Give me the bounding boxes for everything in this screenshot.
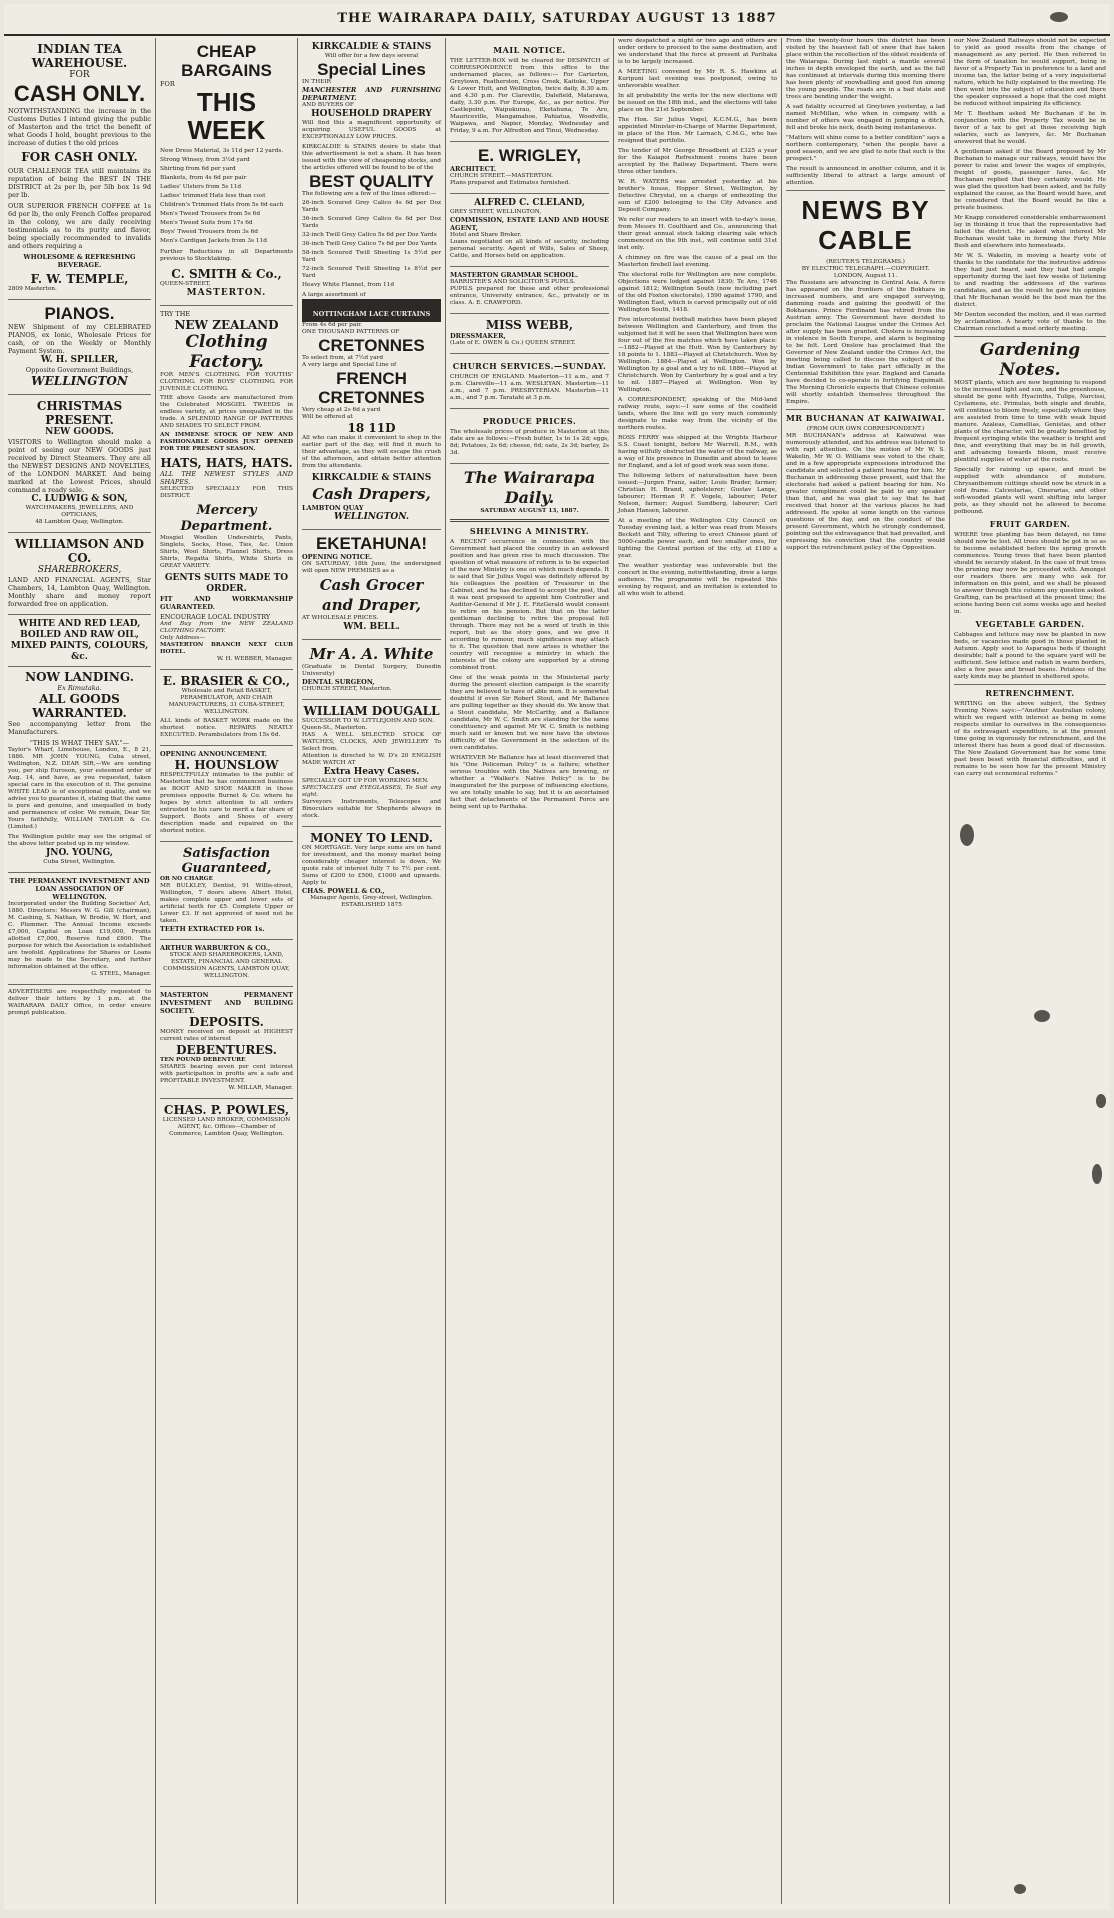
ad-heading: CHEAP BARGAINS: [181, 42, 272, 80]
ad-permanent-investment: [8, 873, 151, 985]
list-item: Heavy White Flannel, from 11d: [302, 282, 395, 288]
ad-text: G. STEEL, Manager.: [91, 971, 151, 977]
ink-blot: [1092, 1164, 1102, 1184]
news-paragraph: At a meeting of the Wellington City Council on Tuesday evening last, a letter was read from Messrs Beckett and Tilly, offering to erect Chinese plant of 5000-candle power each, and two smaller ones, for lighting the Central portion of the city, at £180 a year.: [618, 518, 777, 559]
news-paragraph: A chimney on fire was the cause of a peal on the Masterton firebell last evening.: [618, 255, 777, 268]
ad-text: OR NO CHARGE: [160, 876, 214, 882]
ad-advertiser: E. WRIGLEY,: [478, 146, 581, 165]
ad-heading: HATS, HATS, HATS.: [160, 456, 293, 470]
ad-advertiser: W. H. SPILLER,: [40, 355, 119, 365]
article-paragraph: Specially for raising up space, and must be supplied with abundance of moisture. Chrysanthemum cuttings should now be struck in a cold frame. Calceolarias, Cinerarias, and other soft-wooded plants will want shifting into larger pots, as they should not be allowed to become potbound.: [954, 467, 1106, 515]
news-paragraph: We refer our readers to an insert with to-day's issue, from Messrs H. Coulthard and Co., announcing that their great annual stock taking clearing sale which commenced on the 9th inst., will continue until 31st inst only.: [618, 217, 777, 251]
news-paragraph: The electoral rolls for Wellington are now complete. Objections were lodged against 1830; Te Aro, 1746 against 1812; Wellington South (now including part of the old Foxton electorate), 1590 against 1790, and Wellington East, which is carved principally out of old Wellington South, 1418.: [618, 272, 777, 313]
ad-heading: FRENCH CRETONNES: [318, 369, 425, 407]
ad-heading: BEST QUALITY: [309, 172, 434, 191]
ad-heading: Cash Grocer and Draper,: [319, 576, 424, 614]
article-paragraph: One of the weak points in the Ministerial party during the present election campaign is the scarcity they are believed to have of able men. It is somewhat doubtful if even Sir Robert Stout, and Mr Ballance are pulling together as they should do. We know that a Stout candidate, Mr McCarthy, and a Ballance candidate, Mr W. C. Smith are standing for the same constituency and against Mr W. C. Smith is nothing much said or known but we now have the obvious difficulty of the Government in the selection of its own candidates.: [450, 675, 609, 751]
ad-text: FIT AND WORKMANSHIP GUARANTEED.: [160, 595, 293, 611]
ad-text: All who can make it convenient to shop in the earlier part of the day, will find it much to their advantage, as they will escape the crush of the afternoon, and obtain better attention from the attendants.: [302, 435, 441, 469]
list-item: Men's Tweed Trousers from 5s 6d: [160, 211, 261, 217]
ad-text: CHURCH STREET.—MASTERTON.: [450, 173, 554, 179]
ad-text: 48 Lambton Quay, Wellington.: [35, 519, 124, 525]
list-item: Children's Trimmed Hats from 5s 6d each: [160, 202, 284, 208]
ad-heading: NEW GOODS.: [45, 427, 114, 437]
ad-kirkcaldie: [302, 38, 441, 530]
ad-text: AN IMMENSE STOCK OF NEW AND FASHIONABLE GOODS JUST OPENED FOR THE PRESENT SEASON.: [160, 432, 293, 452]
ad-text: (Graduate in Dental Surgery, Dunedin University): [302, 664, 441, 677]
ad-text: Manager Agents, Grey-street, Wellington. ESTABLISHED 1875: [310, 895, 433, 908]
ad-text: Will find this a magnificent opportunity of acquiring USEFUL GOODS at EXCEPTIONALLY LOW PRICES.: [302, 120, 441, 140]
list-item: 26-inch Scoured Grey Calico 4s 6d per Doz Yards: [302, 200, 441, 213]
price-list: [302, 200, 441, 289]
ad-miss-webb: [450, 314, 609, 354]
column-5: [614, 38, 782, 1904]
ad-heading: BOILED AND RAW OIL,: [20, 630, 139, 640]
masthead: [4, 4, 1110, 36]
section-subheading: BY ELECTRIC TELEGRAPH.—COPYRIGHT.: [801, 266, 930, 272]
ad-text: The Wellington public may see the original of the above letter posted up in my window.: [8, 834, 151, 847]
ad-dougall: [302, 700, 441, 827]
ad-advertiser: WILLIAM DOUGALL: [303, 704, 440, 718]
article-paragraph: Mr W. S. Wakelin, in moving a hearty vote of thanks to the candidate for the instructive address they had just heard, said they had had ample opportunity during the last few weeks of listening to and reading the addresses of the various candidates, and as the result he gave his opinion that Mr Buchanan would be the best man for the district.: [954, 253, 1106, 308]
news-paragraph: A sad fatality occurred at Greytown yesterday, a lad named McMillan, who when in company with a number of others was engaged in jumping a ditch, fell and broke his neck, death being instantaneous.: [786, 104, 945, 131]
notice-advertisers: ADVERTISERS are respectfully requested to deliver their letters by 1 p.m. at the WAIRARAPA DAILY Office, in order ensure prompt publication.: [8, 989, 151, 1016]
ad-text: CHURCH STREET, Masterton.: [302, 686, 392, 692]
ad-heading: WELLINGTON: [31, 374, 128, 388]
ad-advertiser: C. SMITH & Co.,: [171, 267, 282, 281]
newspaper-page: [4, 4, 1110, 1910]
ad-heading: WHITE AND RED LEAD,: [18, 619, 141, 629]
ad-text: Loans negotiated on all kinds of security, including personal security. Agent of Wills, Sales of Sheep, Cattle, and Horses held on application.: [450, 239, 609, 259]
list-item: 72-inch Scoured Twill Sheeting 1s 8½d per Yard: [302, 266, 441, 279]
article-paragraph: WHATEVER Mr Ballance has at least discovered that his "One Policeman Policy" is a failure; whether serious troubles with the Natives are brewing, or whether a "Walker's Native Policy" is to be inaugurated for the purpose of influencing elections, we are totally unable to say, but it is an ascertained fact that detachments of the Permanent Force are being sent up to Parihaka.: [450, 755, 609, 810]
list-item: 36-inch Twill Grey Calico 7s 6d per Doz Yards: [302, 241, 437, 247]
ad-text: AT WHOLESALE PRICES.: [302, 615, 379, 621]
ad-text: HAS A WELL SELECTED STOCK OF WATCHES, CLOCKS, AND JEWELLERY To Select from.: [302, 732, 441, 752]
ad-text: THE above Goods are manufactured from the Celebrated MOSGIEL TWEEDS in endless variety, at prices unequalled in the trade. A SPLENDID RANGE OF PATTERNS AND SHADES TO SELECT FROM.: [160, 395, 293, 429]
ad-text: ON MORTGAGE. Very large sums are on hand for investment, and the money market being considerably cheaper interest is down. We quote rate of interest fully 7 to 7½ per cent. Sums of £200 to £500, £1000 and upwards. Apply to: [302, 845, 441, 886]
ad-text: A large assortment of: [302, 292, 366, 298]
ad-heading: MIXED PAINTS, COLOURS, &c.: [10, 641, 149, 662]
ad-advertiser: Mr A. A. White: [309, 645, 434, 663]
ad-cheap-bargains: [160, 38, 293, 306]
ad-heading: FOR CASH ONLY.: [21, 150, 138, 164]
ad-text: Opposite Government Buildings,: [25, 366, 134, 374]
ad-text: SHAREBROKERS,: [37, 565, 122, 575]
ad-pianos: [8, 300, 151, 395]
ad-text: Queen-St., Masterton.: [302, 725, 368, 731]
ad-text: ONE THOUSAND PATTERNS OF: [302, 329, 400, 335]
ad-text: A very large and Special Line of: [302, 362, 397, 368]
ad-text: Will be offered at: [302, 414, 353, 420]
ink-blot: [1096, 1094, 1106, 1108]
section-heading: RETRENCHMENT.: [985, 688, 1075, 698]
ad-text: ENCOURAGE LOCAL INDUSTRY: [160, 613, 271, 621]
column-1: [4, 38, 156, 1904]
section-heading: Gardening Notes.: [979, 340, 1081, 380]
ad-text: GREY STREET, WELLINGTON,: [450, 209, 542, 215]
ad-heading: Clothing Factory.: [185, 332, 268, 372]
ad-text: Cuba Street, Wellington.: [43, 859, 116, 865]
column-6: [782, 38, 950, 1904]
news-paragraph: The result is announced in another column, and it is sufficiently liberal to attract a large amount of attention.: [786, 166, 945, 186]
ad-heading: CRETONNES: [318, 336, 425, 355]
list-item: 36-inch Scoured Grey Calico 6s 6d per Doz Yards: [302, 216, 441, 229]
ad-nz-clothing: [160, 306, 293, 670]
ad-text: TEETH EXTRACTED FOR 1s.: [160, 925, 265, 933]
banner-curtains: [302, 299, 441, 322]
editorial-date: SATURDAY AUGUST 13, 1887.: [480, 508, 579, 514]
ad-text: LICENSED LAND BROKER, COMMISSION AGENT, &c. Offices—Chamber of Commerce, Lambton Quay, Wellington.: [162, 1117, 291, 1137]
article-paragraph: Mr Knapp considered considerable embarrassment lay in thinking it true that the representative had failed the district. He asked what interest Mr Buchanan would take in forming the Forty Mile Bush and elsewhere into homesteads.: [954, 215, 1106, 249]
list-item: 58-inch Scoured Twill Sheeting 1s 5½d per Yard: [302, 250, 441, 263]
section-heading: NEWS BY CABLE: [801, 195, 930, 255]
ad-text: DENTAL SURGEON,: [302, 678, 375, 686]
ad-text: BARRISTER'S AND SOLICITOR'S PUPILS.: [450, 279, 576, 285]
ad-heading: Special Lines: [317, 60, 426, 79]
ad-building-society: [160, 987, 293, 1099]
ad-text: ALL THE NEWEST STYLES AND SHAPES.: [160, 470, 293, 486]
ad-price: 18 11D: [347, 421, 396, 435]
ad-warburton: [160, 940, 293, 987]
ad-powles: [160, 1099, 293, 1144]
ad-text: OPENING NOTICE.: [302, 553, 373, 561]
ad-text: ALL kinds of BASKET WORK made on the shortest notice. REPAIRS NEATLY EXECUTED. Perambulators from 15s 6d.: [160, 718, 293, 738]
article-paragraph: Cabbages and lettuce may now be planted in new beds, or vacancies made good in those planted in Autumn. Apply soot to Asparagus beds if thought desirable; half a pound to the square yard will be sufficient. Sow lettuce and radish in warm borders, also a few peas and broad beans. Potatoes of the early kinds may be planted in sheltered spots.: [954, 632, 1106, 680]
ad-advertiser: F. W. TEMPLE,: [30, 272, 129, 286]
ad-advertiser: WILLIAMSON AND CO.: [14, 537, 145, 565]
ad-advertiser: H. HOUNSLOW: [174, 758, 279, 772]
editorial-masthead: The Wairarapa Daily.: [463, 468, 596, 507]
ad-christmas: [8, 395, 151, 533]
ad-heading: THIS WEEK: [187, 87, 266, 145]
ad-text: MONEY received on deposit at HIGHEST current rates of interest: [160, 1029, 293, 1042]
produce-prices: [450, 409, 609, 464]
mail-notice: [450, 38, 609, 142]
ad-text: MASTERTON BRANCH NEXT CLUB HOTEL.: [160, 642, 293, 655]
ad-text: SPECTACLES and EYEGLASSES, To Suit any sight.: [302, 785, 441, 798]
ad-heading: Satisfaction Guaranteed,: [181, 846, 272, 876]
news-paragraph: From the twenty-four hours this district has been visited by the heaviest fall of snow that has taken place within the recollection of the oldest residents of the Waiarapa. During last night a mantle several inches in depth enveloped the earth, and as the fall has continued at intervals during this morning there has been plenty of snowballing and good fun among the young people. The roads are in a bad state and trees are bending under the weight.: [786, 38, 945, 100]
ad-heading: GENTS SUITS MADE TO ORDER.: [164, 573, 289, 594]
ad-text: AND BUYERS OF: [302, 102, 354, 108]
ad-advertiser: E. BRASIER & CO.,: [162, 674, 291, 688]
ad-text: NEW Shipment of my CELEBRATED PIANOS, ex Ionic, Wholesale Prices for cash, or on the Weekly or Monthly Payment System.: [8, 323, 151, 355]
ad-text: Mosgiel Woollen Undershirts, Pants, Singlets, Socks, Hose, Ties, &c. Union Shirts, Wool Shirts, Flannel Shirts, Dress Shirts, Regatta Shirts, White Shirts in GREAT VARIETY.: [160, 535, 293, 569]
article-paragraph: MR BUCHANAN's address at Kaiwaiwai was numerously attended, and his address was listened to with rapt attention. On the motion of Mr W. S. Wakelin, Mr W. O. Williams was voted to the chair, and in a few appropriate expressions introduced the candidate and solicited a patient hearing for him. Mr Buchanan in addressing those present, said that the electorate had asked a patient hearing for him. No greater compliment could be paid to any speaker than that, and he was glad to say that he had received that honor at the various places he had addressed. He spoke at some length on the various questions of the day, and on the conduct of the present Government, which he strongly condemned, pointing out the extravagance that had prevailed, and expressing his conviction that the country would support the retrenchment policy of the Opposition.: [786, 433, 945, 551]
editorial: [450, 464, 609, 811]
ad-heading: NOW LANDING.: [25, 670, 134, 684]
ink-blot: [1050, 12, 1068, 22]
ad-williamson: [8, 533, 151, 615]
ad-text: MR BULKLEY, Dentist, 91 Willis-street, Wellington, 7 doors above Albert Hotel, makes complete upper and lower sets of artificial teeth for £5. Complete Upper or Lower £3. If not approved of need not be taken.: [160, 883, 293, 924]
ad-advertiser: WM. BELL.: [343, 622, 400, 632]
section-heading: SHELVING A MINISTRY.: [469, 526, 590, 536]
ad-advertiser: W. MILLAR, Manager.: [228, 1085, 293, 1091]
ad-text: Further Reductions in all Departments previous to Stocktaking.: [160, 249, 293, 262]
ad-text: PUPILS prepared for these and other professional entrance, University entrance, &c., privately or in class. A. E. CRAWFORD.: [450, 286, 609, 306]
list-item: Blankets, from 4s 6d per pair: [160, 175, 247, 181]
news-paragraph: The Hon. Sir Julius Vogel, K.C.M.G., has been appointed Minister-in-Charge of Marine Department, in place of the Hon. Mr Larnach, C.M.G., who has resigned that portfolio.: [618, 117, 777, 144]
ad-advertiser: W. H. WEBBER, Manager.: [216, 656, 293, 662]
ad-text: QUEEN-STREET,: [160, 281, 211, 287]
article-paragraph: A RECENT occurrence in connection with the Government had placed the country in an awkward position and has given rise to much discussion. The question of what measure of reform is to be expected of the new Ministry is one on which much depends. It is said that Sir Julius Vogel was definitely offered by his colleagues the position of Treasurer in the Cabinet, and he has declined to accept the post, that it was next proposed to appoint him Controller and Auditor-General if Mr J. E. FitzGerald would consent to retire on his pension. But that on the latter gentleman declining to retire the proposal fell through. There may not be a word of truth in this report, but as the story goes, and we give it according to rumour, much significance may attach to it. The question that now arises is whether the country will recognise a ministry in which the interests of the colony are supported by a strong combined front.: [450, 539, 609, 671]
ad-brasier: [160, 670, 293, 746]
ad-ref: 2809 Masterton.: [8, 286, 57, 292]
article-paragraph: Mr T. Beetham asked Mr Buchanan if he in conjunction with the Property Tax would be in favor of a tax to get at those receiving high salaries, such as lawyers, &c. Mr Buchanan answered that he would.: [954, 111, 1106, 145]
list-item: Men's Tweed Suits from 17s 6d: [160, 220, 253, 226]
news-paragraph: The following letters of naturalisation have been issued:—Jurgen Franz, sailor; Louis Brader, farmer; Christian H. Brand, upholsterer; Gustav Lange, labourer; Herman P. F. Vogele, labourer; Peter Nelson, farmer; August Sundberg, labourer; Carl Johan Hansen, labourer.: [618, 473, 777, 514]
ad-text: To select from, at 7½d yard: [302, 355, 384, 361]
ad-text: STOCK AND SHAREBROKERS, LAND, ESTATE, FINANCIAL AND GENERAL COMMISSION AGENTS, LAMBTON QUAY, WELLINGTON.: [163, 952, 290, 979]
article-paragraph: WRITING on the above subject, the Sydney Evening News says:—"Another Australian colony, which we regard with interest as being in some respects similar to ourselves in the consequences of its extravagant expenditure, is at the present time going in vigorously for retrenchment, and the interest there has been a good deal of discussion. The New Zealand Government has for some time past been beset with financial difficulties, and it remains to be seen how far the present Ministry can carry out economical reforms.": [954, 701, 1106, 777]
ad-cleland: [450, 194, 609, 267]
ad-text: COMMISSION, ESTATE LAND AND HOUSE AGENT,: [450, 216, 609, 232]
ad-advertiser: JNO. YOUNG,: [46, 848, 113, 858]
ad-text: RESPECTFULLY intimates to the public of Masterton that he has commenced business as BOOT AND SHOE MAKER in those premises opposite Burnet & Co. where he hopes by strict attention to all orders entrusted to his care to merit a fair share of Support. Boots and Shoes of every description made and repaired on the shortest notice.: [160, 772, 293, 834]
cable-text: The Russians are advancing in Central Asia. A force has appeared on the frontiers of the Bokhara in increased numbers, and are engaged surveying, damming roads and gaining the goodwill of the Bokharans. Prince Ferdinand has retired from the Austrian army. The Government have decided to proclaim the National League under the Crimes Act after supply has been granted. Cholera is increasing in violence in South Europe, and alarm is beginning to be felt. Lord Onslow has proclaimed that the Governor of New Zealand under the Crimes Act, the meeting being called to discuss the subject of the Indian Government to take part officially in the Centennial Exhibition this year. England and Canada have decided to co-operate in fortifying Esquimalt. The Morning Chronicle expects that Chinese colonies will shortly establish themselves throughout the Empire.: [786, 280, 945, 405]
ad-heading: ALL GOODS WARRANTED.: [32, 692, 127, 720]
list-item: Boys' Tweed Trousers from 3s 6d: [160, 229, 258, 235]
ad-text: SPECIALLY GOT UP FOR WORKING MEN.: [302, 778, 429, 784]
ad-text: Only Address—: [160, 635, 206, 641]
ad-heading: MASTERTON GRAMMAR SCHOOL.: [450, 271, 578, 279]
ad-advertiser: ALFRED C. CLELAND,: [474, 198, 585, 208]
ad-white-dentist: [302, 640, 441, 700]
section-heading: MR BUCHANAN AT KAIWAIWAI.: [786, 413, 945, 423]
ad-text: Wholesale and Retail BASKET, PERAMBULATOR, AND CHAIR MANUFACTURERS, 31 CUBA-STREET, WELLINGTON.: [168, 688, 285, 715]
ad-heading: DEBENTURES.: [176, 1043, 277, 1057]
ad-heading: MONEY TO LEND.: [310, 831, 433, 845]
list-item: Strong Winsey, from 3½d yard: [160, 157, 250, 163]
news-paragraph: "Matters will shine come to a better condition" says a northern contemporary, "when the people have a good season, and we are glad to note that such is the prospect.": [786, 135, 945, 162]
ad-heading: INDIAN TEA WAREHOUSE.: [31, 42, 128, 70]
news-paragraph: In all probability the writs for the new elections will be issued on the 18th inst., and the elections will take place on the 21st September.: [618, 93, 777, 113]
ad-text: WELLINGTON.: [333, 512, 410, 522]
ad-text: FOR MEN'S CLOTHING. FOR YOUTHS' CLOTHING. FOR BOYS' CLOTHING. FOR JUVENILE CLOTHING.: [160, 372, 293, 392]
ad-advertiser: CHAS. POWELL & CO.,: [302, 887, 385, 895]
ad-text: The following are a few of the lines offered:—: [302, 191, 437, 197]
ad-text: MASTERTON.: [186, 288, 267, 298]
ad-money: [302, 827, 441, 915]
article-paragraph: WHERE tree planting has been delayed, no time should now be lost. All trees should be got in so as to become established before the spring growth commences. Young trees that have been planted should be securely staked. In the case of fruit trees the pruning may now be proceeded with. Amongst our readers there are many who ask for information on this point, and we shall be pleased to answer through this column any question asked. Grafting, can be practised at the present time; the scions having been cut some weeks ago and heeled in.: [954, 532, 1106, 615]
ad-heading: THE PERMANENT INVESTMENT AND LOAN ASSOCIATION OF WELLINGTON.: [9, 877, 150, 901]
ad-text: "THIS IS WHAT THEY SAY."—: [29, 739, 130, 747]
news-paragraph: A MEETING convened by Mr R. S. Hawkins at Kuripuni last evening was postponed, owing to unfavorable weather.: [618, 69, 777, 89]
section-subheading: (REUTER'S TELEGRAMS.): [826, 259, 905, 265]
ad-text: Hotel and Share Broker.: [450, 232, 522, 238]
ad-advertiser: MISS WEBB,: [485, 318, 574, 332]
ad-text: DRESSMAKER,: [450, 332, 506, 340]
section-heading: PRODUCE PRICES.: [482, 416, 577, 426]
section-heading: CHURCH SERVICES.—SUNDAY.: [452, 361, 607, 371]
news-paragraph: The weather yesterday was unfavorable but the concert in the evening, notwithstanding, drew a large audience. The programme will be repeated this evening by request, and an invitation is extended to all who wish to attend.: [618, 563, 777, 597]
ad-text: FOR: [69, 70, 90, 80]
ad-eketahuna: [302, 530, 441, 640]
ad-text: ON SATURDAY, 18th June, the undersigned will open NEW PREMISES as a: [302, 561, 441, 574]
ink-blot: [960, 824, 974, 846]
ad-text: SUCCESSOR TO W. LITTLEJOHN AND SON.: [302, 718, 434, 724]
section-subheading: (FROM OUR OWN CORRESPONDENT.): [806, 426, 925, 432]
ad-text: Will offer for a few days several: [324, 53, 419, 59]
ad-heading: NEW ZEALAND: [174, 318, 279, 332]
ad-heading: CHRISTMAS PRESENT.: [36, 399, 123, 427]
ad-heading: OPENING ANNOUNCEMENT.: [160, 750, 267, 758]
ad-text: From 4s 6d per pair.: [302, 322, 363, 328]
ad-text: TRY THE: [160, 310, 191, 318]
ad-advertiser: KIRKCALDIE & STAINS: [311, 473, 432, 483]
ad-wrigley: [450, 142, 609, 194]
ad-text: Incorporated under the Building Societies' Act, 1880. Directors: Messrs W. G. Gill (chairman), M. Cashing, S. Nathan, W. Brodie, W. Hort, and C. Plummer. The Annual Income exceeds £7,000, Capital on Loan £19,000, Profits allotted £7,000, Reserve fund £800. The purpose for which the Association is established are twofold. Applications for Shares or Loans may be made to the Secretary, and further information obtained at the office.: [8, 901, 151, 970]
ad-text: VISITORS to Wellington should make a point of seeing our NEW GOODS just received by Direct Steamers. They are all the NEWEST DESIGNS AND NOVELTIES, of the LONDON MARKET. And being marked at the Lowest Prices, should command a ready sale.: [8, 438, 151, 494]
ink-blot: [1014, 1884, 1026, 1894]
ink-blot: [1034, 1010, 1050, 1022]
news-paragraph: W. R. WATERS was arrested yesterday at his brother's house, Hopper Street, Wellington, by Detective Chrystal, on a charge of embezzling the sum of £200 belonging to the City Advance and Deposit Company.: [618, 179, 777, 213]
price-list: [160, 148, 293, 245]
ad-text: WHOLESOME & REFRESHING BEVERAGE.: [23, 253, 136, 269]
list-item: Men's Cardigan Jackets from 3s 11d: [160, 238, 267, 244]
church-services: [450, 354, 609, 409]
ad-grammar-school: [450, 267, 609, 314]
ad-heading: DEPOSITS.: [189, 1015, 264, 1029]
news-paragraph: A CORRESPONDENT, speaking of the Mid-land railway route, says:—I saw some of the coalfield lands, where the line will go very much commonly designate to make way from the vicinity of the northern routes.: [618, 397, 777, 431]
article-paragraph: Mr Denton seconded the motion, and it was carried by acclamation. A hearty vote of thanks to the Chairman concluded a most orderly meeting.: [954, 312, 1106, 332]
ad-text: See accompanying letter from the Manufacturers.: [8, 720, 151, 736]
ad-text: NOTWITHSTANDING the increase in the Customs Duties I intend giving the public of Masterton and the trict the benefit of what Goods I hold, bought previous to the increase of duties t the old prices: [8, 107, 151, 147]
ad-heading: MASTERTON PERMANENT INVESTMENT AND BUILDING SOCIETY.: [160, 991, 293, 1015]
news-paragraph: ROSS FERRY was shipped at the Wrights Harbour S.S. Coast tonight, before Mr Warrell, R.M., with having wilfully obstructed the water of the railway, as a way of his presence in Dunedin and about to leave for England, and a lot of good work was seen done.: [618, 435, 777, 469]
ad-text: OUR CHALLENGE TEA still maintains its reputation of being the BEST IN THE DISTRICT at 2s per lb, per 5lb box 1s 9d per lb.: [8, 167, 151, 199]
ad-advertiser: C. LUDWIG & SON,: [31, 494, 128, 504]
section-heading: MAIL NOTICE.: [493, 45, 566, 55]
list-item: Shirting from 6d per yard: [160, 166, 236, 172]
column-7: [950, 38, 1110, 1904]
ad-text: Very cheap at 2s 6d a yard: [302, 407, 381, 413]
ad-indian-tea: [8, 38, 151, 300]
ad-text: TEN POUND DEBENTURE: [160, 1057, 246, 1063]
ad-heading: Mercery Department.: [180, 503, 273, 534]
ad-advertiser: ARTHUR WARBURTON & CO.,: [160, 944, 271, 952]
ad-text: SELECTED SPECIALLY FOR THIS DISTRICT.: [160, 486, 293, 499]
column-2: [156, 38, 298, 1904]
ad-text: Taylor's Wharf, Limehouse, London, E., 8 21, 1886. MR JOHN YOUNG, Cuba street, Wellington, N.Z. DEAR SIR,—We are sending you, per ship Euroson, your esteemed order of Aug. 14, and have, as you requested, taken special care in the execution of it. The genuine WHITE LEAD is of exceptional quality, and we advise you to guarantee it, stating that the same is pure and genuine, and unequalled in body and permanence of color. We remain, Dear Sir, Yours faithfully, WILLIAM TAYLOR & Co. (Limited.): [8, 747, 151, 830]
ad-text: SHARES bearing seven per cent interest with participation in profits are a safe and PROFITABLE INVESTMENT.: [160, 1064, 293, 1084]
ad-advertiser: KIRKCALDIE & STAINS: [311, 42, 432, 52]
ad-advertiser: CHAS. P. POWLES,: [163, 1103, 290, 1117]
notice-text: The wholesale prices of produce in Masterton at this date are as follows:—Fresh butter, 1s to 1s 2d; eggs, 8d; Potatoes, 2s 6d; cheese, 6d; oats, 2s 3d; barley, 2s 3d.: [450, 429, 609, 456]
article-paragraph: our New Zealand Railways should not be expected to yield as good results from the change of management as any period. He then referred to the form of taxation he would support, being in favor of a Property Tax in preference to a land and income tax, the latter being of a very inquisitorial nature, which he fully explained to the meeting. He then went into the subject of education and there the speaker expressed a hope that the cost might be reduced without impairing its efficiency.: [954, 38, 1106, 107]
list-item: 32-inch Twill Grey Calico 5s 6d per Doz Yards: [302, 232, 437, 238]
news-paragraph: Five intercolonial football matches have been played between Wellington and Canterbury, and from the subjoined list it will be seen that Wellington have won four out of the five matches which have taken place:—1882—Played at the Hutt. Won by Canterbury by 18 points to 1. 1883—Played at Christchurch. Won by Wellington. 1884—Played at Wellington. Won by Wellington by a goal and a try to nil. 1886—Played at Christchurch. Won by Canterbury by a goal and a try to nil. 1887—Played at Wellington. Won by Wellington.: [618, 317, 777, 393]
ad-heading: MANCHESTER AND FURNISHING DEPARTMENT.: [302, 86, 441, 102]
ad-heading: Cash Drapers,: [312, 485, 431, 503]
article-paragraph: A gentleman asked if the Board proposed by Mr Buchanan to manage our railways, would have the power to raise and lower the wages of employés, freight of goods, passenger fares, &c. Mr Buchanan replied that they certainly would. He was glad the question had been asked, and he fully explained the cause, as the Board would have, and he considered that the Board would be like a private business.: [954, 149, 1106, 211]
ad-text: IN THEIR: [302, 79, 332, 85]
section-heading: FRUIT GARDEN.: [989, 519, 1071, 529]
section-heading: VEGETABLE GARDEN.: [975, 619, 1085, 629]
list-item: Ladies' trimmed Hats less than cost: [160, 193, 266, 199]
ad-text: KIRKCALDIE & STAINS desire to state that this advertisement is not a sham. It has been issued with the view of cheapening stocks, and the articles offered will be found to be of the: [302, 144, 441, 171]
ad-text: WATCHMAKERS, JEWELLERS, AND OPTICIANS,: [25, 505, 134, 518]
notice-text: CHURCH OF ENGLAND. Masterton—11 a.m., and 7 p.m. Clareville—11 a.m. WESLEYAN. Masterton—11 a.m., and 7 p.m. PRESBYTERIAN. Masterton—11 a.m., and 7 p.m. Taratahi at 3 p.m.: [450, 374, 609, 401]
ad-text: LAMBTON QUAY: [302, 504, 364, 512]
ad-heading: PIANOS.: [44, 304, 115, 323]
ad-text: LAND AND FINANCIAL AGENTS, Star Chambers, 14, Lambton Quay, Wellington. Monthly share and money report forwarded free on application.: [8, 576, 151, 608]
ad-white-lead: [8, 615, 151, 873]
ad-heading: Extra Heavy Cases.: [323, 767, 420, 777]
ad-heading: CASH ONLY.: [13, 81, 146, 106]
ad-bulkley: [160, 842, 293, 940]
ad-text: And Buy from the NEW ZEALAND CLOTHING FACTORY.: [160, 621, 293, 634]
ad-heading: HOUSEHOLD DRAPERY: [311, 109, 432, 119]
notice-text: THE LETTER-BOX will be cleared for DESPATCH of CORRESPONDENCE from this office to the undernamed places, as follows:— For Carterton, Greytown, Featherston, Cross Creek, Kaitoke, Upper & Lower Hutt, and Wellington, twice daily, 8.30 a.m. and 4.30 p.m. For Clareville, Dalefield, Matarawa, daily, 3.30 p.m. For Europe, &c., as per notice. For Castlepoint, Waipukurau, Eketahuna, Te Aro, Mauriceville, Mangamahoe, Pahiatua, Woodville, Waipawa, and Napier, Monday, Wednesday and Friday, 9 a.m. For Alfredton and Tinui, Wednesday.: [450, 58, 609, 134]
ad-hounslow: [160, 746, 293, 842]
article-paragraph: MOST plants, which are now beginning to respond to the increased light and sun, and the greenhouse, should be gone with Hyacinths, Tulips, Narcissi, Cyclamens, etc. Primulas, both single and double, will continue to bloom freely, especially where they are assisted from time to time with weak liquid manure. Azaleas, Camellias, Genistas, and other plants of the character, will be greatly benefited by frequent syringing while the weather is bright and fine, and everything that may be in full growth, and advancing towards bloom, must receive plentiful supplies of water at the roots.: [954, 380, 1107, 463]
news-paragraph: were despatched a night or two ago and others are under orders to proceed to the same destination, and we understand that the force at present at Parihaka is to be largely increased.: [618, 38, 777, 65]
masthead-title: THE WAIRARAPA DAILY, SATURDAY AUGUST 13 1887: [337, 11, 777, 26]
ad-text: ARCHITECT.: [450, 165, 497, 173]
news-paragraph: The tender of Mr George Broadbent at £325 a year for the Kaiapoi Refreshment rooms have been accepted by the Railway Department. There were three other tenders.: [618, 148, 777, 175]
column-3: [298, 38, 446, 1904]
column-4: [446, 38, 614, 1904]
ad-heading: EKETAHUNA!: [315, 534, 428, 553]
ad-text: (Late of E. OWEN & Co.) QUEEN STREET.: [450, 340, 576, 346]
list-item: Ladies' Ulsters from 5s 11d: [160, 184, 242, 190]
list-item: New Dress Material, 3s 11d per 12 yards.: [160, 148, 284, 154]
dateline: LONDON, August 11.: [833, 273, 898, 279]
ad-text: Plans prepared and Estimates furnished.: [450, 180, 571, 186]
ad-text: Attention is directed to W. D's 20 ENGLISH MADE WATCH AT: [302, 753, 441, 766]
ad-text: Surveyors Instruments, Telescopes and Binoculars suitable for Shepherds always in stock.: [302, 799, 441, 819]
ad-text: Ex Rimutaka.: [57, 684, 102, 692]
ad-heading: NOTTINGHAM LACE CURTAINS: [312, 310, 431, 318]
ad-text: FOR: [160, 80, 175, 88]
ad-text: OUR SUPERIOR FRENCH COFFEE at 1s 6d per lb, the only French Coffee prepared in the colony, we are daily receiving testimonials as to its purity and flavor, being specially recommended to invalids and others requiring a: [8, 202, 151, 250]
